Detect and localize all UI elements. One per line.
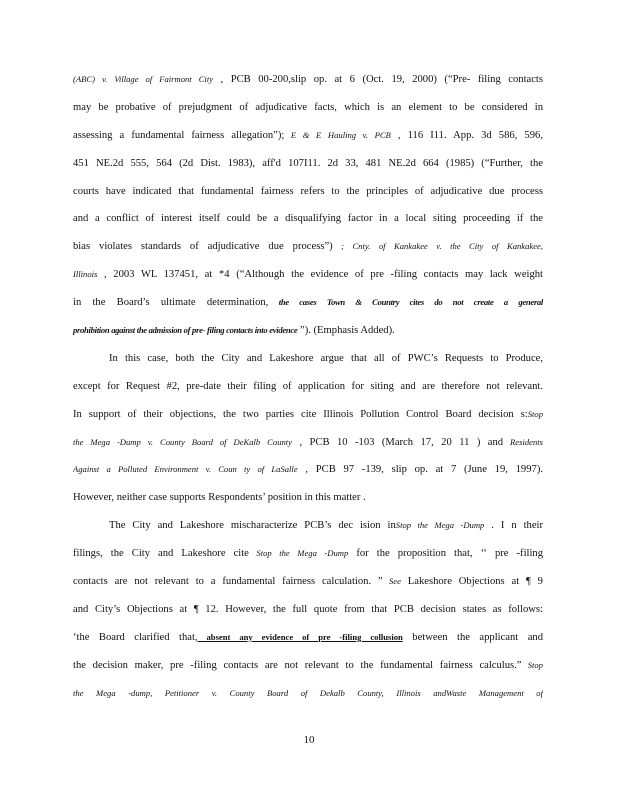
text-line: the Mega -Dump v. County Board of DeKalb County , PCB 10 -103 (March 17, 20 11 ) and Residents — [73, 436, 543, 448]
text-line: the Mega -dump, Petitioner v. County Board of Dekalb County, Illinois andWaste Management of — [73, 687, 543, 698]
text-line: and City’s Objections at ¶ 12. However, the full quote from that PCB decision states as follows: — [73, 603, 543, 615]
text-line: prohibition against the admission of pre- filing contacts into evidence ”). (Emphasis Added). — [73, 325, 395, 337]
paragraph-start: The City and Lakeshore mischaracterize PCB’s dec ision inStop the Mega -Dump . I n their — [109, 520, 543, 532]
page-number: 10 — [303, 734, 315, 746]
text-line: (ABC) v. Village of Fairmont City , PCB 00-200,slip op. at 6 (Oct. 19, 2000) (“Pre- filing contacts — [73, 74, 543, 85]
text-line: filings, the City and Lakeshore cite Stop the Mega -Dump for the proposition that, ‘‘ pre -filing — [73, 548, 543, 560]
text-line: ‘the Board clarified that, absent any evidence of pre -filing collusion between the applicant and — [73, 631, 543, 643]
text-line: In support of their objections, the two parties cite Illinois Pollution Control Board decision s:Stop — [73, 408, 543, 420]
text-line: Against a Polluted Environment v. Coun ty of LaSalle , PCB 97 -139, slip op. at 7 (June 19, 1997). — [73, 464, 543, 476]
text-line: courts have indicated that fundamental fairness refers to the principles of adjudicative due process — [73, 185, 543, 197]
text-line: However, neither case supports Respondents’ position in this matter . — [73, 492, 366, 504]
text-line: assessing a fundamental fairness allegation”); E & E Hauling v. PCB , 116 I11. App. 3d 586, 596, — [73, 129, 543, 141]
text-line: 451 NE.2d 555, 564 (2d Dist. 1983), aff'd 107I11. 2d 33, 481 NE.2d 664 (1985) (“Further, the — [73, 157, 543, 169]
paragraph-start: In this case, both the City and Lakeshore argue that all of PWC’s Requests to Produce, — [109, 352, 543, 364]
text-line: the decision maker, pre -filing contacts are not relevant to the fundamental fairness calculus.” Stop — [73, 659, 543, 671]
text-line: Illinois , 2003 WL 137451, at *4 (“Although the evidence of pre -filing contacts may lack weight — [73, 269, 543, 281]
text-line: and a conflict of interest itself could be a disqualifying factor in a local siting proceeding if the — [73, 213, 543, 225]
text-line: except for Request #2, pre-date their filing of application for siting and are therefore not relevant. — [73, 380, 543, 392]
body-text — [73, 66, 543, 707]
text-line: bias violates standards of adjudicative due process”) ; Cnty. of Kankakee v. the City of Kankakee, — [73, 241, 543, 253]
text-line: may be probative of prejudgment of adjudicative facts, which is an element to be considered in — [73, 101, 543, 113]
text-line: contacts are not relevant to a fundamental fairness calculation. ” See Lakeshore Objections at ¶ 9 — [73, 576, 543, 588]
text-line: in the Board’s ultimate determination, the cases Town & Country cites do not create a general — [73, 297, 543, 309]
